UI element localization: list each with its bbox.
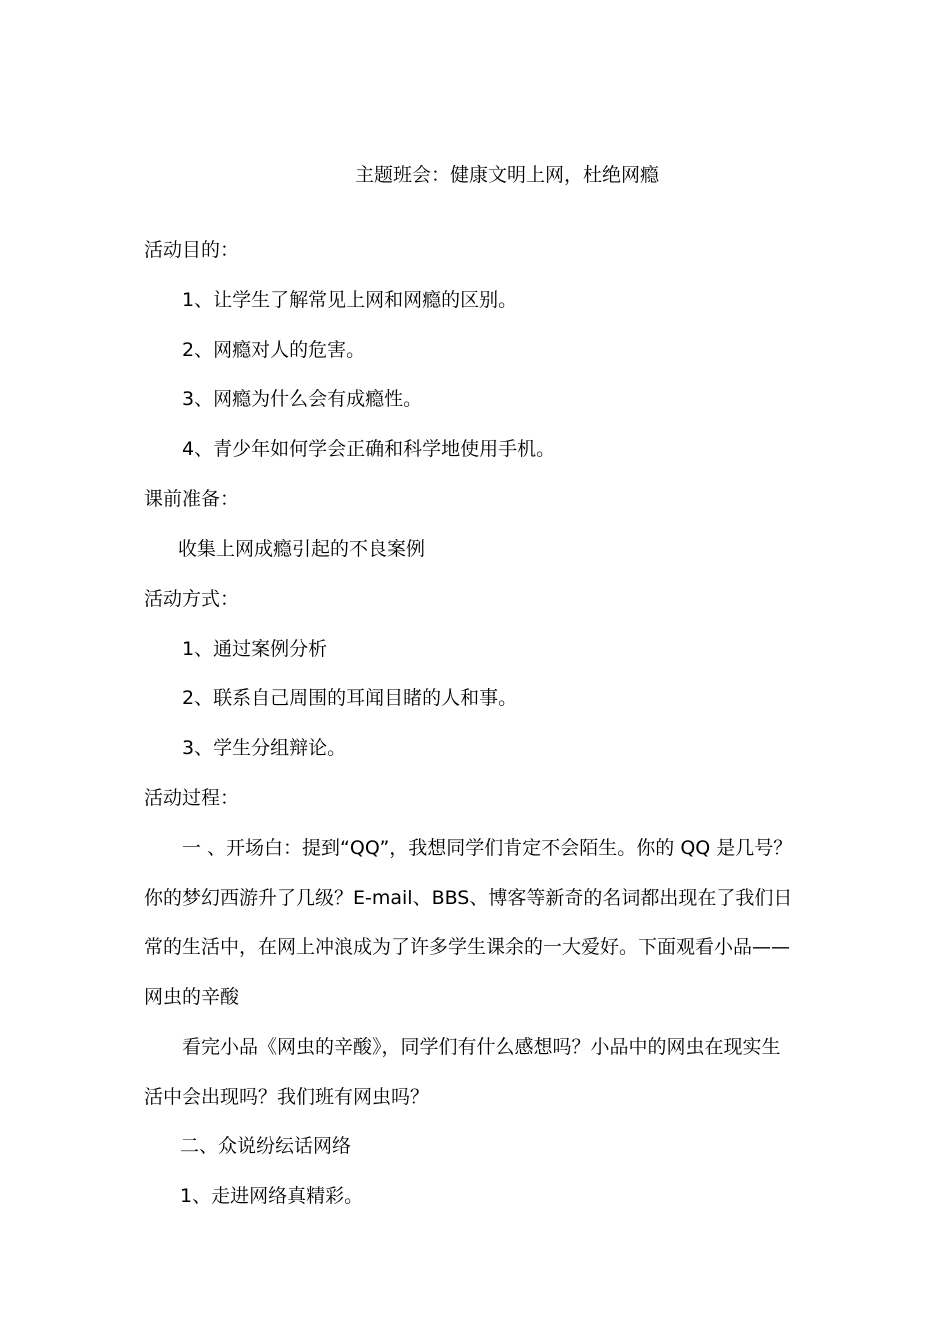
process-subitem: 1、走进网络真精彩。	[180, 1185, 364, 1207]
process-subheading: 二、众说纷纭话网络	[180, 1135, 352, 1157]
purpose-item: 2、网瘾对人的危害。	[182, 339, 366, 361]
preparation-text: 收集上网成瘾引起的不良案例	[178, 538, 426, 560]
section-heading-process: 活动过程：	[144, 787, 240, 809]
purpose-item: 3、网瘾为什么会有成瘾性。	[182, 388, 423, 410]
process-paragraph-line: 网虫的辛酸	[144, 986, 240, 1008]
process-paragraph-line: 看完小品《网虫的辛酸》，同学们有什么感想吗？小品中的网虫在现实生	[182, 1036, 781, 1058]
method-item: 2、联系自己周围的耳闻目睹的人和事。	[182, 687, 518, 709]
section-heading-preparation: 课前准备：	[144, 488, 240, 510]
document-title: 主题班会：健康文明上网，杜绝网瘾	[355, 164, 660, 186]
section-heading-purpose: 活动目的：	[144, 239, 240, 261]
method-item: 1、通过案例分析	[182, 638, 328, 660]
section-heading-method: 活动方式：	[144, 588, 240, 610]
purpose-item: 4、青少年如何学会正确和科学地使用手机。	[182, 438, 556, 460]
purpose-item: 1、让学生了解常见上网和网瘾的区别。	[182, 289, 518, 311]
process-paragraph-line: 活中会出现吗？我们班有网虫吗？	[144, 1086, 430, 1108]
process-paragraph-line: 你的梦幻西游升了几级？E-mail、BBS、博客等新奇的名词都出现在了我们日	[144, 887, 793, 909]
process-paragraph-line: 常的生活中，在网上冲浪成为了许多学生课余的一大爱好。下面观看小品——	[144, 936, 791, 958]
process-paragraph-line: 一 、开场白：提到“QQ”，我想同学们肯定不会陌生。你的 QQ 是几号？	[182, 837, 793, 859]
method-item: 3、学生分组辩论。	[182, 737, 347, 759]
